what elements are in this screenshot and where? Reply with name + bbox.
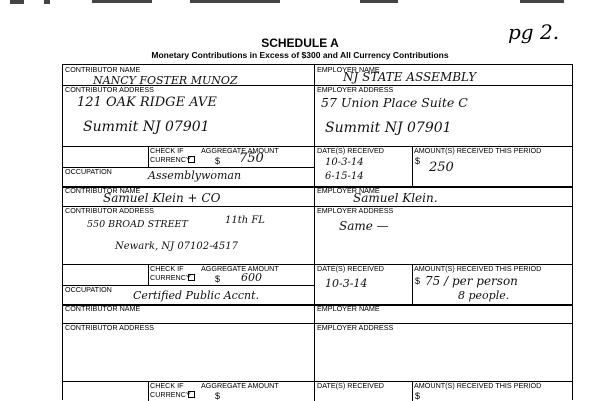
- amounts-received-note: 8 people.: [458, 289, 510, 302]
- scan-artifact: [92, 0, 152, 3]
- occupation-label: OCCUPATION: [65, 167, 112, 176]
- contributor-address-line2: Newark, NJ 07102-4517: [115, 241, 238, 252]
- employer-name-label: EMPLOYER NAME: [317, 304, 380, 313]
- amounts-received-label: AMOUNT(S) RECEIVED THIS PERIOD: [414, 146, 542, 155]
- employer-address-label: EMPLOYER ADDRESS: [317, 206, 394, 215]
- date-received-value: 10-3-14: [325, 157, 364, 168]
- employer-address-label: EMPLOYER ADDRESS: [317, 323, 394, 332]
- contributor-address-line2: Summit NJ 07901: [83, 119, 210, 135]
- column-divider: [148, 381, 149, 401]
- contributor-address-label: CONTRIBUTOR ADDRESS: [65, 206, 154, 215]
- check-if-label: CHECK IF: [150, 146, 184, 155]
- column-divider: [148, 264, 149, 285]
- aggregate-amount-value: 750: [239, 151, 264, 166]
- currency-label: CURRENCY: [150, 155, 191, 164]
- contributor-address-line1: 121 OAK RIDGE AVE: [77, 95, 217, 110]
- aggregate-amount-value: 600: [241, 271, 262, 284]
- column-divider: [412, 264, 413, 304]
- scan-artifact: [190, 0, 280, 3]
- dates-received-label: DATE(S) RECEIVED: [317, 146, 384, 155]
- scan-artifact: [44, 0, 50, 4]
- contributor-name-label: CONTRIBUTOR NAME: [65, 304, 141, 313]
- check-if-label: CHECK IF: [150, 381, 184, 390]
- aggregate-amount-label: AGGREGATE AMOUNT: [201, 146, 279, 155]
- page-marker: pg 2.: [508, 20, 560, 44]
- contributor-address-label: CONTRIBUTOR ADDRESS: [65, 323, 154, 332]
- amounts-received-label: AMOUNT(S) RECEIVED THIS PERIOD: [414, 381, 542, 390]
- currency-checkbox[interactable]: [188, 391, 195, 398]
- employer-address-line1: 57 Union Place Suite C: [321, 95, 468, 110]
- aggregate-amount-label: AGGREGATE AMOUNT: [201, 264, 279, 273]
- date-received-value: 10-3-14: [325, 277, 368, 290]
- amounts-received-value: 75 / per person: [425, 274, 518, 288]
- scan-artifact: [10, 0, 24, 4]
- occupation-value: Assemblywoman: [148, 169, 242, 182]
- employer-address-label: EMPLOYER ADDRESS: [317, 85, 394, 94]
- contributor-address-line1: 550 BROAD STREET: [87, 219, 188, 230]
- occupation-value: Certified Public Accnt.: [133, 289, 259, 302]
- employer-name-label: EMPLOYER NAME: [317, 65, 380, 74]
- column-divider: [148, 146, 149, 167]
- date-received-value: 6-15-14: [325, 171, 364, 182]
- amounts-dollar-sign: $: [415, 156, 421, 166]
- contributor-address-floor: 11th FL: [225, 215, 265, 226]
- currency-label: CURRENCY: [150, 273, 191, 282]
- check-if-label: CHECK IF: [150, 264, 184, 273]
- aggregate-dollar-sign: $: [215, 391, 221, 401]
- amounts-received-label: AMOUNT(S) RECEIVED THIS PERIOD: [414, 264, 542, 273]
- contributor-name-label: CONTRIBUTOR NAME: [65, 186, 141, 195]
- contributor-name-label: CONTRIBUTOR NAME: [65, 65, 141, 74]
- aggregate-dollar-sign: $: [215, 274, 221, 284]
- employer-name-value: Samuel Klein.: [353, 191, 438, 205]
- currency-checkbox[interactable]: [188, 156, 195, 163]
- column-divider: [314, 65, 315, 401]
- scan-artifact: [360, 0, 398, 3]
- contributor-name-value: NANCY FOSTER MUNOZ: [93, 74, 238, 87]
- employer-name-label: EMPLOYER NAME: [317, 186, 380, 195]
- contributor-name-value: Samuel Klein + CO: [103, 191, 221, 205]
- column-divider: [412, 381, 413, 401]
- dates-received-label: DATE(S) RECEIVED: [317, 264, 384, 273]
- contributor-address-label: CONTRIBUTOR ADDRESS: [65, 85, 154, 94]
- currency-checkbox[interactable]: [188, 274, 195, 281]
- contributions-form: [62, 64, 573, 400]
- page-subtitle: Monetary Contributions in Excess of $300 and All Currency Contributions: [151, 50, 449, 60]
- scan-artifact: [520, 0, 564, 3]
- amounts-dollar-sign: $: [415, 391, 421, 401]
- occupation-label: OCCUPATION: [65, 285, 112, 294]
- employer-address-line1: Same —: [339, 219, 389, 233]
- currency-label: CURRENCY: [150, 390, 191, 399]
- column-divider: [412, 146, 413, 186]
- employer-address-line2: Summit NJ 07901: [325, 120, 452, 136]
- aggregate-dollar-sign: $: [215, 156, 221, 166]
- aggregate-amount-label: AGGREGATE AMOUNT: [201, 381, 279, 390]
- amounts-received-value: 250: [429, 160, 454, 175]
- amounts-dollar-sign: $: [415, 276, 421, 286]
- employer-name-value: NJ STATE ASSEMBLY: [343, 70, 477, 84]
- page-title: SCHEDULE A: [261, 36, 339, 50]
- dates-received-label: DATE(S) RECEIVED: [317, 381, 384, 390]
